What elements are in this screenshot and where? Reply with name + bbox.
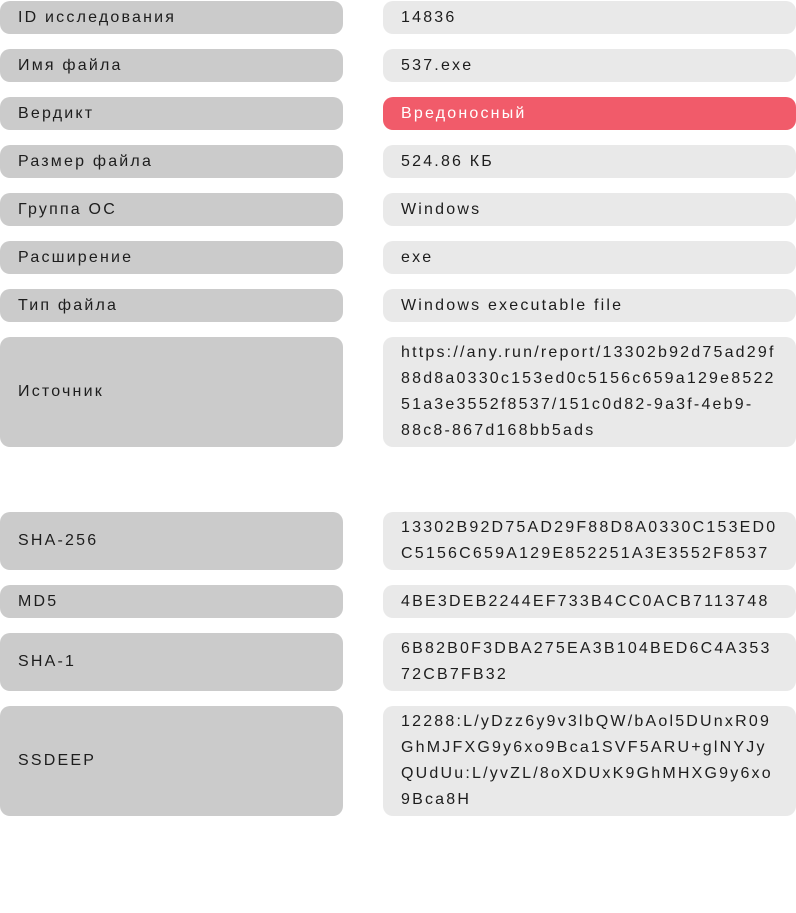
field-value-file-size — [383, 145, 796, 178]
file-type-text: Windows executable file — [401, 296, 624, 314]
field-label-md5: MD5 — [0, 585, 343, 618]
field-value-sha1 — [383, 633, 796, 691]
md5-text: 4BE3DEB2244EF733B4CC0ACB7113748 — [401, 592, 770, 610]
file-size-text: 524.86 КБ — [401, 152, 495, 170]
field-value-file-name — [383, 49, 796, 82]
table-row-research-id — [0, 1, 796, 34]
field-label-research-id: ID исследования — [0, 1, 343, 34]
table-row-source — [0, 337, 796, 447]
ssdeep-text: 12288:L/yDzz6y9v3lbQW/bAol5DUnxR09GhMJFXG9y6xo9Bca1SVF5ARU+glNYJyQUdUu:L/yvZL/8oXDUxK9GhMHXG9y6xo9Bca8H — [401, 713, 773, 808]
table-row-file-type — [0, 289, 796, 322]
field-value-source — [383, 337, 796, 447]
table-row-ssdeep — [0, 706, 796, 816]
field-value-sha256 — [383, 512, 796, 570]
sha256-text: 13302B92D75AD29F88D8A0330C153ED0C5156C659A129E852251A3E3552F8537 — [401, 519, 778, 562]
section-spacer — [0, 462, 796, 512]
field-value-md5 — [383, 585, 796, 618]
field-label-file-type: Тип файла — [0, 289, 343, 322]
field-label-source: Источник — [0, 337, 343, 447]
field-label-extension: Расширение — [0, 241, 343, 274]
field-label-file-size: Размер файла — [0, 145, 343, 178]
verdict-text: Вредоносный — [401, 104, 527, 122]
field-label-file-name: Имя файла — [0, 49, 343, 82]
os-group-text: Windows — [401, 200, 482, 218]
table-row-extension — [0, 241, 796, 274]
field-label-sha256: SHA-256 — [0, 512, 343, 570]
table-row-file-name — [0, 49, 796, 82]
field-value-research-id — [383, 1, 796, 34]
field-label-ssdeep: SSDEEP — [0, 706, 343, 816]
field-label-sha1: SHA-1 — [0, 633, 343, 691]
source-url-text: https://any.run/report/13302b92d75ad29f88d8a0330c153ed0c5156c659a129e852251a3e3552f8537/151c0d82-9a3f-4eb9-88c8-867d168bb5ads — [401, 344, 776, 439]
table-row-file-size — [0, 145, 796, 178]
table-row-md5 — [0, 585, 796, 618]
field-value-file-type — [383, 289, 796, 322]
table-row-sha1 — [0, 633, 796, 691]
field-label-verdict: Вердикт — [0, 97, 343, 130]
file-name-text: 537.exe — [401, 56, 474, 74]
research-id-text: 14836 — [401, 8, 457, 26]
field-value-extension — [383, 241, 796, 274]
table-row-os-group — [0, 193, 796, 226]
sha1-text: 6B82B0F3DBA275EA3B104BED6C4A35372CB7FB32 — [401, 640, 772, 683]
field-value-ssdeep — [383, 706, 796, 816]
table-row-verdict — [0, 97, 796, 130]
table-row-sha256 — [0, 512, 796, 570]
field-label-os-group: Группа ОС — [0, 193, 343, 226]
field-value-os-group — [383, 193, 796, 226]
extension-text: exe — [401, 248, 434, 266]
verdict-badge — [383, 97, 796, 130]
